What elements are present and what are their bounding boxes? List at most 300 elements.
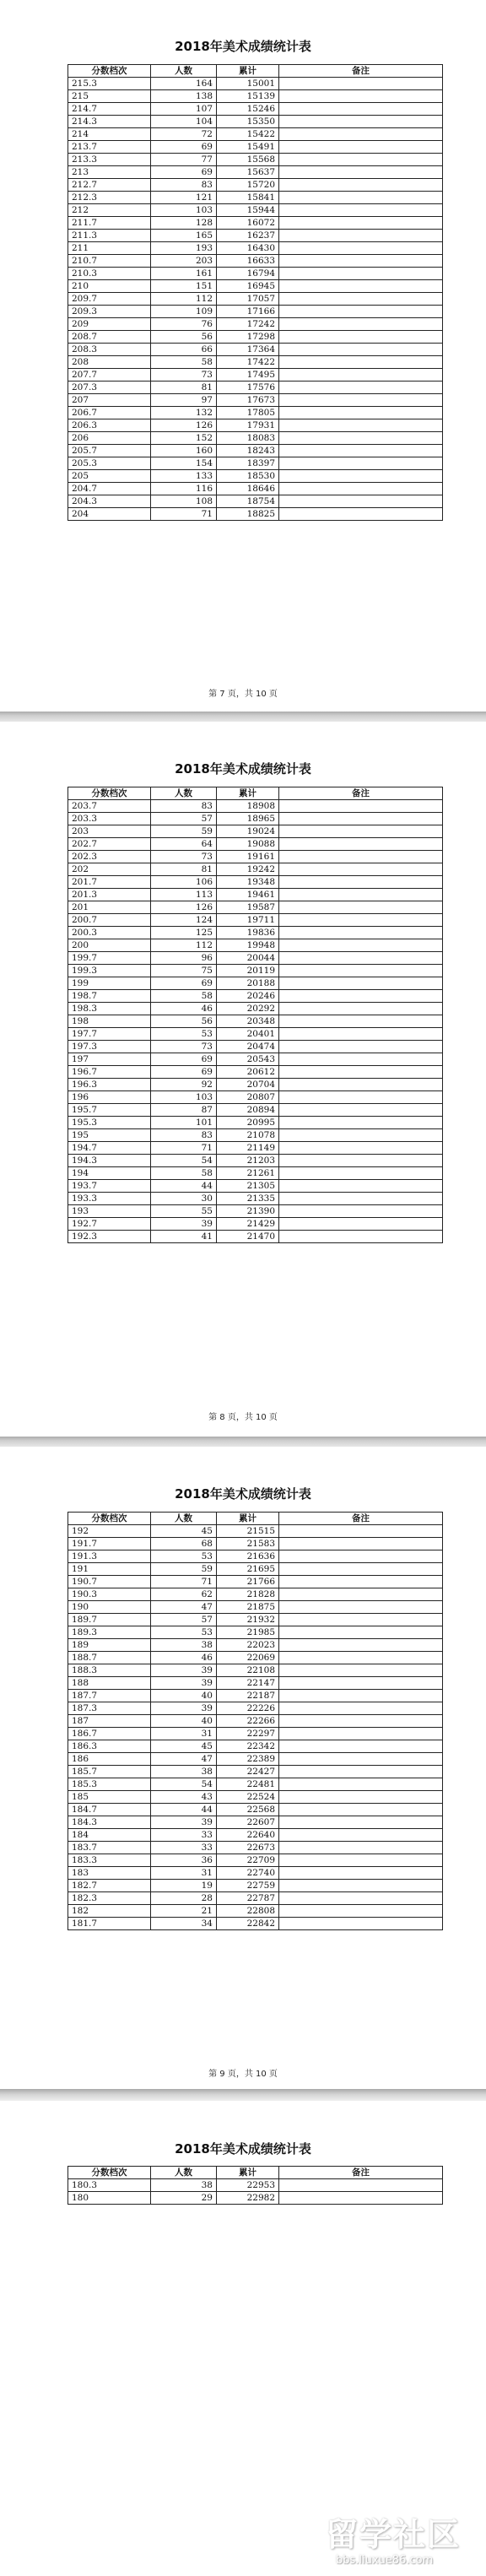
- cell-note: [279, 1702, 443, 1715]
- header-cumulative: 累计: [217, 1513, 279, 1525]
- cell-cumulative: 15350: [217, 116, 279, 128]
- table-row: [68, 1142, 443, 1155]
- cell-note: [279, 1218, 443, 1231]
- cell-count: 92: [151, 1079, 217, 1091]
- cell-note: [279, 230, 443, 242]
- cell-count: 53: [151, 1550, 217, 1563]
- cell-count: 126: [151, 419, 217, 432]
- cell-cumulative: 22709: [217, 1854, 279, 1867]
- table-row: [68, 1740, 443, 1753]
- cell-count: 96: [151, 952, 217, 965]
- cell-cumulative: 19836: [217, 927, 279, 939]
- table-row: [68, 1091, 443, 1104]
- page-title: 2018年美术成绩统计表: [175, 761, 311, 777]
- cell-cumulative: 18908: [217, 800, 279, 813]
- cell-count: 46: [151, 1652, 217, 1664]
- cell-note: [279, 116, 443, 128]
- watermark-logo: 留学社区: [326, 2516, 462, 2553]
- table-row: [68, 1041, 443, 1053]
- table-row: [68, 1205, 443, 1218]
- cell-score: 207: [68, 394, 151, 407]
- cell-score: 187: [68, 1715, 151, 1728]
- cell-count: 44: [151, 1804, 217, 1816]
- cell-count: 124: [151, 914, 217, 927]
- cell-cumulative: 22787: [217, 1892, 279, 1905]
- table-row: [68, 1525, 443, 1538]
- header-count: 人数: [151, 65, 217, 78]
- cell-count: 77: [151, 154, 217, 166]
- cell-cumulative: 15637: [217, 166, 279, 179]
- table-row: [68, 1614, 443, 1626]
- cell-count: 128: [151, 217, 217, 230]
- table-row: [68, 1066, 443, 1079]
- cell-count: 53: [151, 1626, 217, 1639]
- cell-note: [279, 318, 443, 331]
- cell-cumulative: 22607: [217, 1816, 279, 1829]
- header-score: 分数档次: [68, 1513, 151, 1525]
- cell-score: 200: [68, 939, 151, 952]
- cell-cumulative: 19948: [217, 939, 279, 952]
- table-row: [68, 1576, 443, 1588]
- cell-cumulative: 16430: [217, 242, 279, 255]
- cell-note: [279, 1142, 443, 1155]
- cell-score: 202.3: [68, 851, 151, 863]
- cell-count: 59: [151, 825, 217, 838]
- cell-count: 133: [151, 470, 217, 483]
- cell-note: [279, 1588, 443, 1601]
- table-row: [68, 914, 443, 927]
- cell-note: [279, 1167, 443, 1180]
- table-row: [68, 90, 443, 103]
- cell-count: 44: [151, 1180, 217, 1193]
- cell-note: [279, 1766, 443, 1778]
- cell-score: 195.3: [68, 1117, 151, 1129]
- table-row: [68, 1626, 443, 1639]
- cell-count: 121: [151, 192, 217, 204]
- cell-count: 39: [151, 1664, 217, 1677]
- table-row: [68, 78, 443, 90]
- cell-count: 71: [151, 1576, 217, 1588]
- table-row: [68, 1601, 443, 1614]
- cell-count: 160: [151, 445, 217, 457]
- cell-score: 180: [68, 2192, 151, 2205]
- cell-score: 214: [68, 128, 151, 141]
- cell-count: 75: [151, 965, 217, 977]
- cell-count: 21: [151, 1905, 217, 1918]
- cell-note: [279, 838, 443, 851]
- cell-count: 69: [151, 1066, 217, 1079]
- cell-score: 187.3: [68, 1702, 151, 1715]
- cell-note: [279, 407, 443, 419]
- table-row: [68, 1791, 443, 1804]
- cell-cumulative: 22266: [217, 1715, 279, 1728]
- header-count: 人数: [151, 1513, 217, 1525]
- table-row: [68, 419, 443, 432]
- table-row: [68, 128, 443, 141]
- cell-count: 47: [151, 1753, 217, 1766]
- cell-score: 207.3: [68, 382, 151, 394]
- cell-cumulative: 15944: [217, 204, 279, 217]
- cell-cumulative: 16072: [217, 217, 279, 230]
- table-row: [68, 1842, 443, 1854]
- table-row: [68, 1892, 443, 1905]
- cell-count: 112: [151, 939, 217, 952]
- table-row: [68, 166, 443, 179]
- cell-cumulative: 20612: [217, 1066, 279, 1079]
- cell-score: 182.7: [68, 1880, 151, 1892]
- cell-score: 204: [68, 508, 151, 521]
- cell-count: 165: [151, 230, 217, 242]
- table-row: [68, 242, 443, 255]
- cell-score: 188: [68, 1677, 151, 1690]
- cell-cumulative: 22147: [217, 1677, 279, 1690]
- table-row: [68, 204, 443, 217]
- table-row: [68, 990, 443, 1003]
- cell-score: 188.3: [68, 1664, 151, 1677]
- cell-cumulative: 20246: [217, 990, 279, 1003]
- cell-cumulative: 16237: [217, 230, 279, 242]
- cell-score: 203.7: [68, 800, 151, 813]
- cell-cumulative: 19711: [217, 914, 279, 927]
- cell-note: [279, 977, 443, 990]
- cell-note: [279, 382, 443, 394]
- cell-note: [279, 1753, 443, 1766]
- cell-count: 38: [151, 1639, 217, 1652]
- cell-cumulative: 18243: [217, 445, 279, 457]
- cell-count: 40: [151, 1715, 217, 1728]
- cell-note: [279, 1664, 443, 1677]
- cell-note: [279, 508, 443, 521]
- cell-count: 39: [151, 1702, 217, 1715]
- table-row: [68, 154, 443, 166]
- cell-note: [279, 800, 443, 813]
- header-cumulative: 累计: [217, 787, 279, 800]
- cell-note: [279, 128, 443, 141]
- cell-cumulative: 19161: [217, 851, 279, 863]
- cell-count: 103: [151, 1091, 217, 1104]
- table-row: [68, 369, 443, 382]
- table-row: [68, 407, 443, 419]
- table-row: [68, 1778, 443, 1791]
- cell-score: 207.7: [68, 369, 151, 382]
- table-row: [68, 1079, 443, 1091]
- cell-count: 113: [151, 889, 217, 901]
- cell-score: 212.7: [68, 179, 151, 192]
- cell-note: [279, 1905, 443, 1918]
- cell-cumulative: 15568: [217, 154, 279, 166]
- cell-score: 205.7: [68, 445, 151, 457]
- cell-count: 203: [151, 255, 217, 268]
- score-table: [68, 2166, 443, 2205]
- cell-count: 45: [151, 1525, 217, 1538]
- cell-score: 205: [68, 470, 151, 483]
- cell-score: 212.3: [68, 192, 151, 204]
- cell-score: 206: [68, 432, 151, 445]
- cell-count: 39: [151, 1218, 217, 1231]
- cell-cumulative: 22187: [217, 1690, 279, 1702]
- cell-note: [279, 1066, 443, 1079]
- cell-score: 198: [68, 1015, 151, 1028]
- cell-score: 183.7: [68, 1842, 151, 1854]
- cell-count: 36: [151, 1854, 217, 1867]
- cell-note: [279, 1525, 443, 1538]
- cell-score: 189: [68, 1639, 151, 1652]
- cell-score: 204.3: [68, 495, 151, 508]
- cell-cumulative: 20995: [217, 1117, 279, 1129]
- table-row: [68, 2179, 443, 2192]
- cell-score: 189.3: [68, 1626, 151, 1639]
- table-row: [68, 394, 443, 407]
- cell-cumulative: 22226: [217, 1702, 279, 1715]
- table-row: [68, 1538, 443, 1550]
- table-row: [68, 356, 443, 369]
- cell-note: [279, 192, 443, 204]
- score-table: [68, 787, 443, 1243]
- cell-cumulative: 22568: [217, 1804, 279, 1816]
- cell-count: 83: [151, 179, 217, 192]
- cell-count: 64: [151, 838, 217, 851]
- cell-count: 39: [151, 1816, 217, 1829]
- cell-cumulative: 20119: [217, 965, 279, 977]
- cell-note: [279, 863, 443, 876]
- cell-note: [279, 255, 443, 268]
- table-row: [68, 445, 443, 457]
- cell-score: 214.3: [68, 116, 151, 128]
- cell-note: [279, 1028, 443, 1041]
- cell-cumulative: 21429: [217, 1218, 279, 1231]
- cell-note: [279, 914, 443, 927]
- page-footer: 第 8 页，共 10 页: [208, 1413, 278, 1422]
- table-row: [68, 825, 443, 838]
- cell-count: 107: [151, 103, 217, 116]
- table-row: [68, 1880, 443, 1892]
- table-row: [68, 280, 443, 293]
- cell-cumulative: 21932: [217, 1614, 279, 1626]
- table-row: [68, 1728, 443, 1740]
- cell-count: 59: [151, 1563, 217, 1576]
- cell-score: 209.7: [68, 293, 151, 306]
- cell-cumulative: 21470: [217, 1231, 279, 1243]
- cell-score: 184: [68, 1829, 151, 1842]
- cell-note: [279, 369, 443, 382]
- table-row: [68, 863, 443, 876]
- cell-count: 46: [151, 1003, 217, 1015]
- table-row: [68, 268, 443, 280]
- cell-note: [279, 1601, 443, 1614]
- cell-note: [279, 1652, 443, 1664]
- cell-score: 184.3: [68, 1816, 151, 1829]
- cell-count: 47: [151, 1601, 217, 1614]
- cell-score: 197: [68, 1053, 151, 1066]
- cell-note: [279, 1538, 443, 1550]
- cell-score: 191.7: [68, 1538, 151, 1550]
- cell-note: [279, 280, 443, 293]
- cell-score: 193.3: [68, 1193, 151, 1205]
- cell-note: [279, 1117, 443, 1129]
- cell-count: 106: [151, 876, 217, 889]
- cell-note: [279, 1576, 443, 1588]
- cell-count: 83: [151, 1129, 217, 1142]
- cell-count: 154: [151, 457, 217, 470]
- cell-cumulative: 20894: [217, 1104, 279, 1117]
- cell-count: 68: [151, 1538, 217, 1550]
- cell-score: 211.3: [68, 230, 151, 242]
- cell-cumulative: 18530: [217, 470, 279, 483]
- site-watermark: [321, 2505, 481, 2573]
- cell-cumulative: 17166: [217, 306, 279, 318]
- table-row: [68, 813, 443, 825]
- cell-note: [279, 1892, 443, 1905]
- cell-note: [279, 432, 443, 445]
- cell-score: 194.3: [68, 1155, 151, 1167]
- cell-count: 58: [151, 1167, 217, 1180]
- table-row: [68, 1028, 443, 1041]
- table-row: [68, 927, 443, 939]
- cell-note: [279, 1129, 443, 1142]
- cell-note: [279, 103, 443, 116]
- cell-score: 184.7: [68, 1804, 151, 1816]
- cell-score: 206.3: [68, 419, 151, 432]
- cell-note: [279, 1690, 443, 1702]
- cell-score: 195.7: [68, 1104, 151, 1117]
- cell-note: [279, 495, 443, 508]
- cell-note: [279, 394, 443, 407]
- cell-cumulative: 15841: [217, 192, 279, 204]
- table-row: [68, 293, 443, 306]
- header-score: 分数档次: [68, 65, 151, 78]
- cell-note: [279, 889, 443, 901]
- header-note: 备注: [279, 2167, 443, 2179]
- cell-cumulative: 21875: [217, 1601, 279, 1614]
- cell-note: [279, 1880, 443, 1892]
- table-row: [68, 1652, 443, 1664]
- cell-cumulative: 19461: [217, 889, 279, 901]
- table-row: [68, 2192, 443, 2205]
- cell-count: 19: [151, 1880, 217, 1892]
- cell-note: [279, 1816, 443, 1829]
- cell-note: [279, 939, 443, 952]
- cell-score: 213.7: [68, 141, 151, 154]
- table-row: [68, 1690, 443, 1702]
- cell-score: 182.3: [68, 1892, 151, 1905]
- cell-cumulative: 20348: [217, 1015, 279, 1028]
- cell-score: 183: [68, 1867, 151, 1880]
- cell-note: [279, 825, 443, 838]
- cell-score: 185.7: [68, 1766, 151, 1778]
- cell-note: [279, 1614, 443, 1626]
- cell-note: [279, 306, 443, 318]
- cell-note: [279, 1563, 443, 1576]
- table-row: [68, 1918, 443, 1930]
- cell-note: [279, 483, 443, 495]
- table-row: [68, 495, 443, 508]
- score-table: [68, 64, 443, 521]
- page-title: 2018年美术成绩统计表: [175, 2141, 311, 2157]
- cell-count: 38: [151, 2179, 217, 2192]
- table-header-row: [68, 787, 443, 800]
- cell-note: [279, 1829, 443, 1842]
- cell-cumulative: 22759: [217, 1880, 279, 1892]
- table-row: [68, 255, 443, 268]
- cell-note: [279, 990, 443, 1003]
- cell-note: [279, 344, 443, 356]
- cell-cumulative: 22673: [217, 1842, 279, 1854]
- cell-count: 57: [151, 1614, 217, 1626]
- header-note: 备注: [279, 787, 443, 800]
- table-row: [68, 1702, 443, 1715]
- cell-cumulative: 22808: [217, 1905, 279, 1918]
- cell-cumulative: 20188: [217, 977, 279, 990]
- table-row: [68, 1829, 443, 1842]
- cell-count: 138: [151, 90, 217, 103]
- cell-cumulative: 22389: [217, 1753, 279, 1766]
- cell-cumulative: 21078: [217, 1129, 279, 1142]
- cell-cumulative: 15491: [217, 141, 279, 154]
- cell-score: 192.7: [68, 1218, 151, 1231]
- cell-cumulative: 22982: [217, 2192, 279, 2205]
- cell-cumulative: 21515: [217, 1525, 279, 1538]
- table-row: [68, 851, 443, 863]
- cell-cumulative: 17576: [217, 382, 279, 394]
- cell-count: 103: [151, 204, 217, 217]
- table-row: [68, 965, 443, 977]
- table-row: [68, 1003, 443, 1015]
- cell-cumulative: 15001: [217, 78, 279, 90]
- cell-note: [279, 876, 443, 889]
- table-row: [68, 1854, 443, 1867]
- table-row: [68, 1129, 443, 1142]
- cell-cumulative: 21766: [217, 1576, 279, 1588]
- table-row: [68, 508, 443, 521]
- cell-cumulative: 17422: [217, 356, 279, 369]
- cell-count: 116: [151, 483, 217, 495]
- cell-score: 211.7: [68, 217, 151, 230]
- cell-cumulative: 18646: [217, 483, 279, 495]
- cell-score: 208: [68, 356, 151, 369]
- cell-note: [279, 927, 443, 939]
- cell-cumulative: 19348: [217, 876, 279, 889]
- cell-score: 200.3: [68, 927, 151, 939]
- cell-note: [279, 2179, 443, 2192]
- cell-note: [279, 1804, 443, 1816]
- cell-score: 198.3: [68, 1003, 151, 1015]
- cell-score: 203.3: [68, 813, 151, 825]
- table-row: [68, 1677, 443, 1690]
- cell-cumulative: 18397: [217, 457, 279, 470]
- cell-cumulative: 17673: [217, 394, 279, 407]
- cell-cumulative: 22640: [217, 1829, 279, 1842]
- cell-count: 152: [151, 432, 217, 445]
- cell-score: 205.3: [68, 457, 151, 470]
- cell-score: 196: [68, 1091, 151, 1104]
- table-row: [68, 952, 443, 965]
- table-row: [68, 483, 443, 495]
- cell-score: 215: [68, 90, 151, 103]
- page-separator: [0, 712, 486, 722]
- cell-cumulative: 15139: [217, 90, 279, 103]
- cell-cumulative: 22427: [217, 1766, 279, 1778]
- cell-score: 183.3: [68, 1854, 151, 1867]
- cell-count: 62: [151, 1588, 217, 1601]
- table-row: [68, 1867, 443, 1880]
- table-row: [68, 1804, 443, 1816]
- cell-count: 58: [151, 990, 217, 1003]
- table-row: [68, 1816, 443, 1829]
- table-row: [68, 889, 443, 901]
- cell-score: 188.7: [68, 1652, 151, 1664]
- table-row: [68, 103, 443, 116]
- cell-count: 125: [151, 927, 217, 939]
